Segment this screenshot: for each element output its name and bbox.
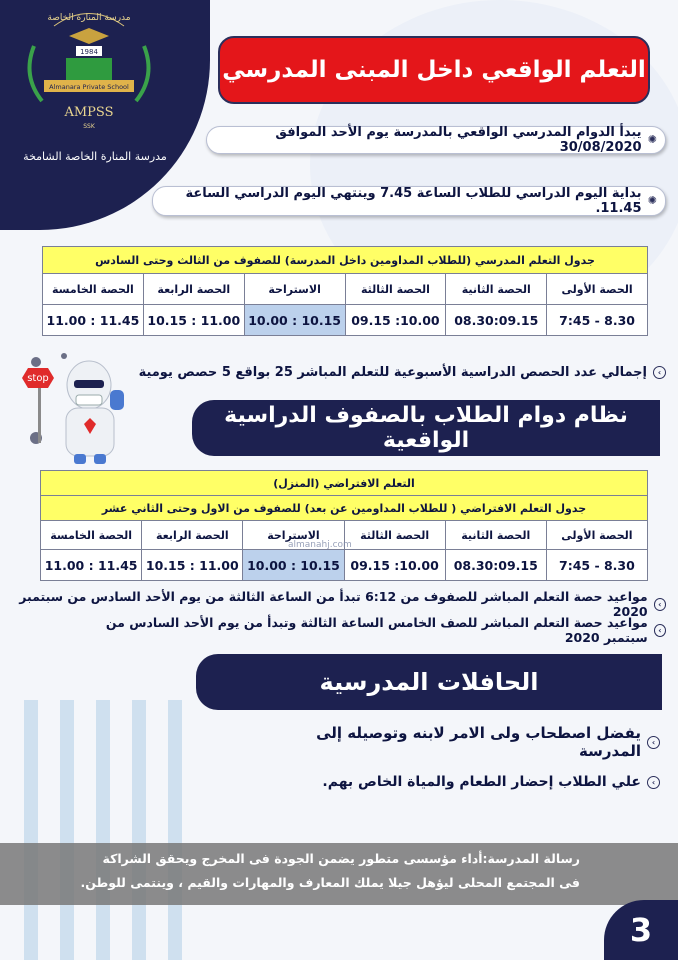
section-banner-buses: [196, 654, 662, 710]
table-time-cell: 09.15 :10.00: [344, 550, 445, 581]
bullet-icon: ✺: [647, 194, 657, 207]
decor-stripe: [60, 700, 74, 960]
bus-note: [250, 770, 660, 794]
schedule-note-text: مواعيد حصة التعلم المباشر للصفوف من 6:12 تبدأ من الساعة الثالثة من يوم الأحد السادس من سبتمبر 2020: [19, 589, 648, 619]
start-date-text: يبدأ الدوام المدرسي الواقعي بالمدرسة يوم الأحد الموافق 30/08/2020: [275, 125, 642, 155]
bullet-icon: ›: [654, 598, 666, 611]
table-time-cell: 11.00 : 11.45: [41, 550, 142, 581]
table-header-cell: الحصة الخامسة: [43, 274, 144, 305]
logo-banner-text: Almanara Private School: [49, 83, 129, 91]
schedule-table-onsite: [42, 246, 648, 336]
table-caption: جدول التعلم الافتراضي ( للطلاب المداومين عن بعد) للصفوف من الاول وحتى الثاني عشر: [41, 496, 648, 521]
page-number: [604, 900, 678, 960]
watermark: almanahj.com: [288, 540, 352, 550]
table-time-cell: 09.15 :10.00: [345, 305, 446, 336]
logo-sub2-text: SSK: [83, 123, 95, 130]
start-date-pill: [206, 126, 666, 154]
stop-text: stop: [27, 373, 49, 384]
bus-note: [250, 724, 660, 760]
table-title: التعلم الافتراضي (المنزل): [41, 471, 648, 496]
table-header-cell: الحصة الخامسة: [41, 521, 142, 550]
mission-footer: [0, 843, 678, 905]
decor-stripe: [132, 700, 146, 960]
bullet-icon: ✺: [647, 133, 657, 146]
table-header-cell: الحصة الرابعة: [142, 521, 243, 550]
bullet-icon: ›: [654, 624, 666, 637]
stop-illustration: [14, 350, 144, 470]
section-banner-buses-text: الحافلات المدرسية: [319, 668, 539, 696]
bullet-icon: ›: [653, 366, 666, 379]
table-time-cell: 11.00 : 11.45: [43, 305, 144, 336]
schedule-table-virtual: [40, 470, 648, 581]
bullet-icon: ›: [647, 776, 660, 789]
table-time-cell: 7:45 - 8.30: [547, 305, 648, 336]
table-header-cell: الحصة الأولى: [546, 521, 647, 550]
table-caption: جدول التعلم المدرسي (للطلاب المداومين داخل المدرسة) للصفوف من الثالث وحتى السادس: [43, 247, 648, 274]
page-title: [218, 36, 650, 104]
schedule-note: [60, 615, 666, 645]
table-header-cell: الحصة الثالثة: [345, 274, 446, 305]
table-header-cell: الاستراحة: [244, 274, 345, 305]
hours-text: بداية اليوم الدراسي للطلاب الساعة 7.45 وينتهي اليوم الدراسي الساعة 11.45.: [185, 186, 642, 216]
table-time-cell: 08.30:09.15: [446, 305, 547, 336]
section-banner-attendance-text: نظام دوام الطلاب بالصفوف الدراسية الواقعية: [224, 403, 628, 453]
bus-note-text: يفضل اصطحاب ولى الامر لابنه وتوصيله إلى المدرسة: [316, 724, 642, 760]
section-banner-attendance: [192, 400, 660, 456]
table-time-cell: 10.15 : 11.00: [143, 305, 244, 336]
bus-note-text: علي الطلاب إحضار الطعام والمياة الخاص بهم.: [322, 774, 641, 790]
mission-line-2: فى المجتمع المحلى ليؤهل جيلا يملك المعارف والمهارات والقيم ، وينتمى للوطن.: [80, 875, 580, 890]
hours-pill: [152, 186, 666, 216]
decor-stripe: [96, 700, 110, 960]
schedule-note: [18, 589, 666, 619]
table-header-cell: الحصة الرابعة: [143, 274, 244, 305]
decor-stripe: [168, 700, 182, 960]
table-header-cell: الحصة الأولى: [547, 274, 648, 305]
logo-arc-text: مدرسة المنارة الخاصة: [47, 13, 131, 23]
logo-year: 1984: [80, 48, 98, 56]
table-header-cell: الحصة الثالثة: [344, 521, 445, 550]
page-number-text: 3: [629, 911, 653, 949]
bullet-icon: ›: [647, 736, 660, 749]
mission-line-1: رسالة المدرسة:أداء مؤسسى متطور يضمن الجودة فى المخرج ويحقق الشراكة: [102, 851, 580, 866]
table-time-cell: 10.00 : 10.15: [243, 550, 344, 581]
table-header-cell: الحصة الثانية: [445, 521, 546, 550]
table-time-cell: 08.30:09.15: [445, 550, 546, 581]
schedule-note-text: مواعيد حصة التعلم المباشر للصف الخامس الساعة الثالثة وتبدأ من يوم الأحد السادس من سبتمبر 2020: [105, 615, 648, 645]
decor-stripe: [24, 700, 38, 960]
logo-sub-text: AMPSS: [64, 105, 114, 120]
school-name: مدرسة المنارة الخاصة الشامخة: [23, 150, 167, 163]
table-time-cell: 10.00 : 10.15: [244, 305, 345, 336]
page-title-text: التعلم الواقعي داخل المبنى المدرسي: [222, 57, 646, 83]
table-time-cell: 10.15 : 11.00: [142, 550, 243, 581]
weekly-note-text: إجمالي عدد الحصص الدراسية الأسبوعية للتعلم المباشر 25 بواقع 5 حصص يومية: [138, 364, 647, 380]
table-header-cell: الاستراحة: [243, 521, 344, 550]
weekly-note: [130, 362, 666, 382]
school-logo: [14, 6, 164, 130]
table-header-cell: الحصة الثانية: [446, 274, 547, 305]
table-time-cell: 7:45 - 8.30: [546, 550, 647, 581]
